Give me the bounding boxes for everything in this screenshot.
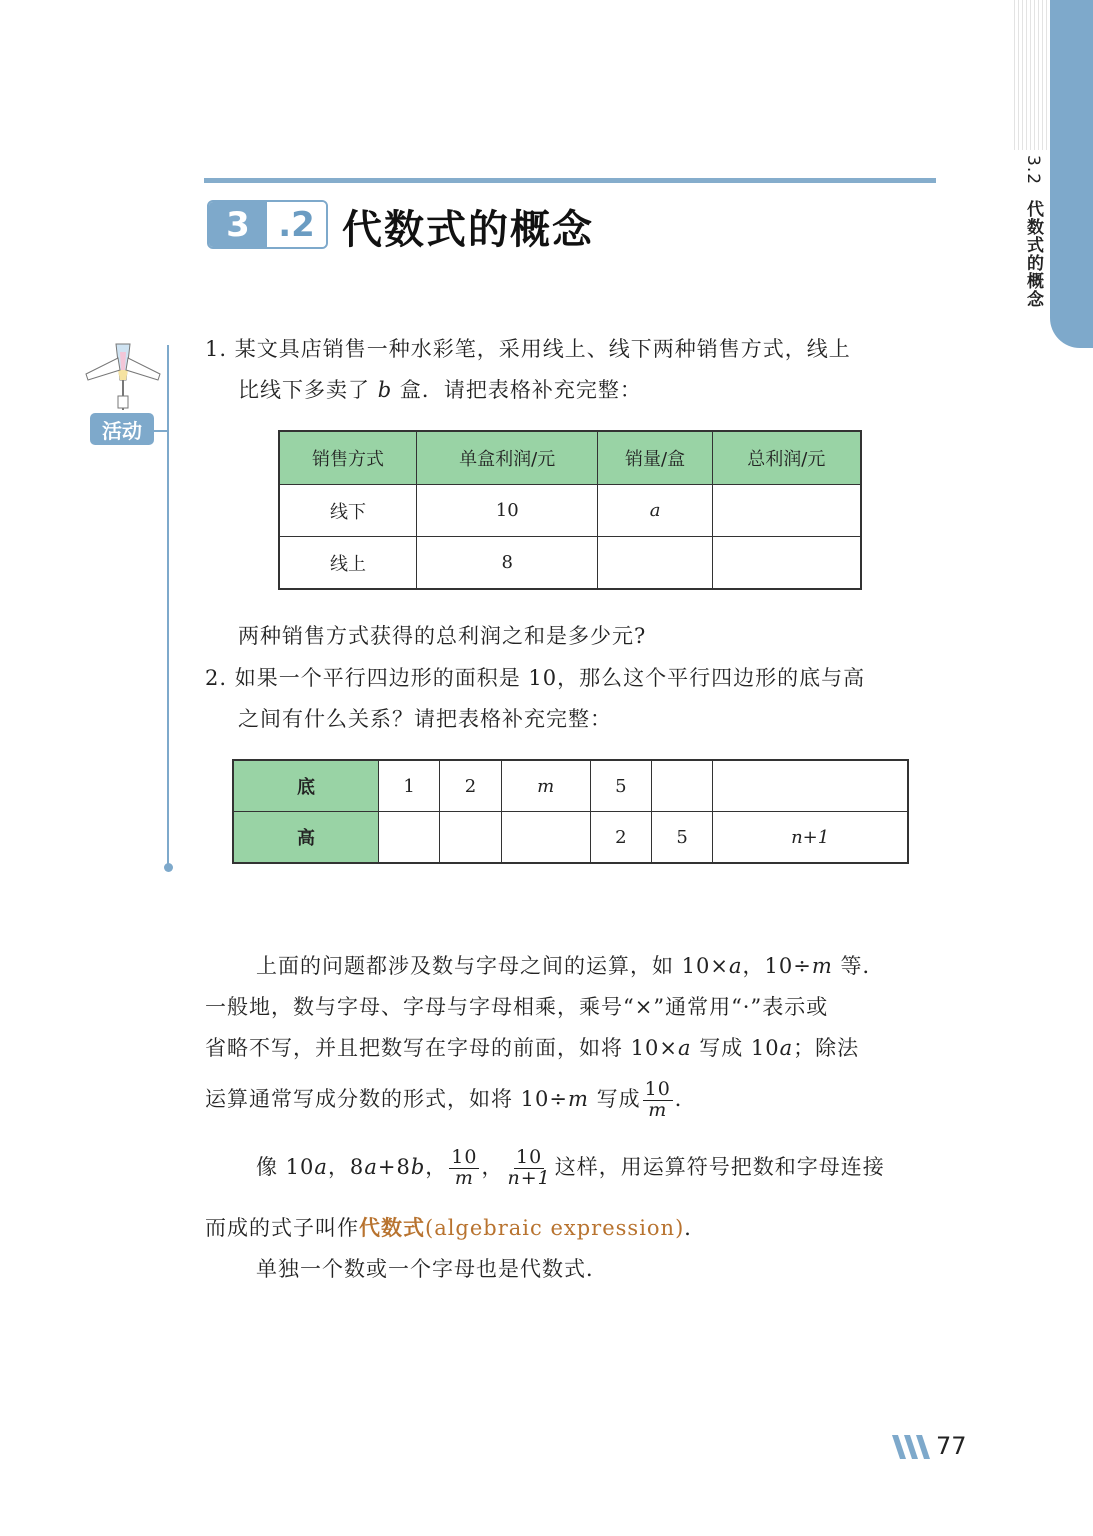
- body-line5: [256, 1148, 885, 1189]
- text-span: ，: [425, 1154, 448, 1179]
- fraction-numerator: 10: [644, 1078, 671, 1100]
- windmill-icon: [82, 340, 164, 412]
- body-line1: [256, 956, 884, 977]
- table-cell-empty[interactable]: [713, 760, 908, 812]
- math-var: a: [314, 1154, 328, 1179]
- sales-table: [278, 430, 862, 590]
- header-rule: [204, 178, 936, 183]
- fraction-10-over-m: [643, 1080, 673, 1121]
- table-cell-empty[interactable]: [379, 812, 440, 864]
- side-tab-section-number: 3.2: [1023, 155, 1043, 186]
- fraction-10-over-m: [449, 1148, 479, 1189]
- activity-tick: [154, 430, 168, 432]
- page-number-decor-icon: [890, 1433, 932, 1461]
- fraction-numerator: 10: [451, 1146, 478, 1168]
- sales-header-method: 销售方式: [279, 431, 416, 485]
- table-cell-empty[interactable]: [440, 812, 501, 864]
- table-cell: 线上: [279, 537, 416, 590]
- table-cell: 10: [416, 485, 598, 537]
- math-var: b: [410, 1154, 426, 1179]
- text-span: ，8: [327, 1154, 365, 1179]
- table-cell: 线下: [279, 485, 416, 537]
- activity-badge: 活动: [90, 413, 154, 445]
- key-term: 代数式: [359, 1216, 425, 1240]
- body-line6: [205, 1218, 706, 1239]
- q1-question: 两种销售方式获得的总利润之和是多少元?: [238, 624, 647, 648]
- table-cell: 5: [590, 760, 651, 812]
- row-label-base: 底: [233, 760, 379, 812]
- section-title: 代数式的概念: [342, 207, 594, 253]
- table-cell: 5: [651, 812, 712, 864]
- table-row: [279, 485, 861, 537]
- fraction-denominator: m: [648, 1098, 668, 1121]
- text-span: 而成的式子叫作: [205, 1216, 359, 1240]
- text-span: ，10÷: [742, 954, 812, 978]
- sales-header-total-profit: 总利润/元: [712, 431, 861, 485]
- q1-var-b: b: [377, 378, 393, 402]
- math-var: m: [568, 1086, 589, 1111]
- table-cell-empty[interactable]: [598, 537, 712, 590]
- sales-header-volume: 销量/盒: [598, 431, 712, 485]
- badge-section-number: .2: [267, 202, 326, 247]
- section-badge: [207, 200, 328, 249]
- fraction-denominator: m: [454, 1166, 474, 1189]
- body-line3: [205, 1038, 859, 1059]
- text-span: +8: [377, 1154, 411, 1179]
- text-span: 等．: [832, 954, 885, 978]
- text-span: ；除法: [793, 1036, 860, 1060]
- chapter-side-tab: [1050, 0, 1093, 348]
- math-var: a: [364, 1154, 378, 1179]
- text-span: 像 10: [256, 1154, 315, 1179]
- table-row-height: [233, 812, 908, 864]
- table-row: [279, 537, 861, 590]
- q1-line2-post: 盒．请把表格补充完整：: [392, 378, 642, 402]
- q2-line2: 之间有什么关系？请把表格补充完整：: [238, 707, 612, 731]
- parallelogram-table: [232, 759, 909, 864]
- body-line7: 单独一个数或一个字母也是代数式．: [256, 1257, 608, 1281]
- table-cell: m: [501, 760, 590, 812]
- fraction-10-over-n-plus-1: [505, 1148, 552, 1189]
- side-tab-section-title: 代数式的概念: [1023, 199, 1043, 308]
- sales-table-header-row: [279, 431, 861, 485]
- table-cell-empty[interactable]: [712, 537, 861, 590]
- table-cell: 1: [379, 760, 440, 812]
- q1-line2-pre: 比线下多卖了: [238, 378, 378, 402]
- row-label-height: 高: [233, 812, 379, 864]
- text-span: 省略不写，并且把数写在字母的前面，如将 10×: [205, 1036, 678, 1060]
- body-line4: [205, 1080, 697, 1121]
- table-cell: 2: [440, 760, 501, 812]
- body-line2: 一般地，数与字母、字母与字母相乘，乘号“×”通常用“·”表示或: [205, 995, 829, 1019]
- math-var: a: [678, 1036, 692, 1060]
- math-var: m: [811, 954, 833, 978]
- badge-chapter-number: 3: [209, 202, 267, 247]
- text-span: 这样，用运算符号把数和字母连接: [554, 1154, 885, 1179]
- math-var: a: [729, 954, 743, 978]
- table-cell: 2: [590, 812, 651, 864]
- table-cell: a: [598, 485, 712, 537]
- side-decor-lines: [1014, 0, 1048, 150]
- q1-line2: [238, 380, 642, 401]
- text-span: 上面的问题都涉及数与字母之间的运算，如 10×: [256, 954, 729, 978]
- text-span: 写成: [588, 1086, 641, 1111]
- table-cell: n+1: [713, 812, 908, 864]
- activity-line: [167, 345, 169, 868]
- side-tab-title: [1020, 155, 1046, 308]
- activity-end-dot: [164, 863, 173, 872]
- fraction-denominator: n+1: [507, 1166, 551, 1189]
- table-cell-empty[interactable]: [651, 760, 712, 812]
- table-cell-empty[interactable]: [712, 485, 861, 537]
- sales-header-unit-profit: 单盒利润/元: [416, 431, 598, 485]
- page-number: 77: [936, 1432, 967, 1460]
- math-var: a: [779, 1036, 794, 1060]
- q1-line1: 1. 某文具店销售一种水彩笔，采用线上、线下两种销售方式，线上: [205, 337, 851, 361]
- table-row-base: [233, 760, 908, 812]
- text-span: ．: [674, 1086, 697, 1111]
- text-span: ，: [481, 1154, 504, 1179]
- text-span: 写成 10: [691, 1036, 780, 1060]
- text-span: 运算通常写成分数的形式，如将 10÷: [205, 1086, 568, 1111]
- q2-line1: 2. 如果一个平行四边形的面积是 10，那么这个平行四边形的底与高: [205, 666, 866, 690]
- text-span: ．: [684, 1216, 707, 1240]
- table-cell: 8: [416, 537, 598, 590]
- fraction-numerator: 10: [515, 1146, 543, 1168]
- key-term-english: (algebraic expression): [425, 1216, 685, 1240]
- table-cell-empty[interactable]: [501, 812, 590, 864]
